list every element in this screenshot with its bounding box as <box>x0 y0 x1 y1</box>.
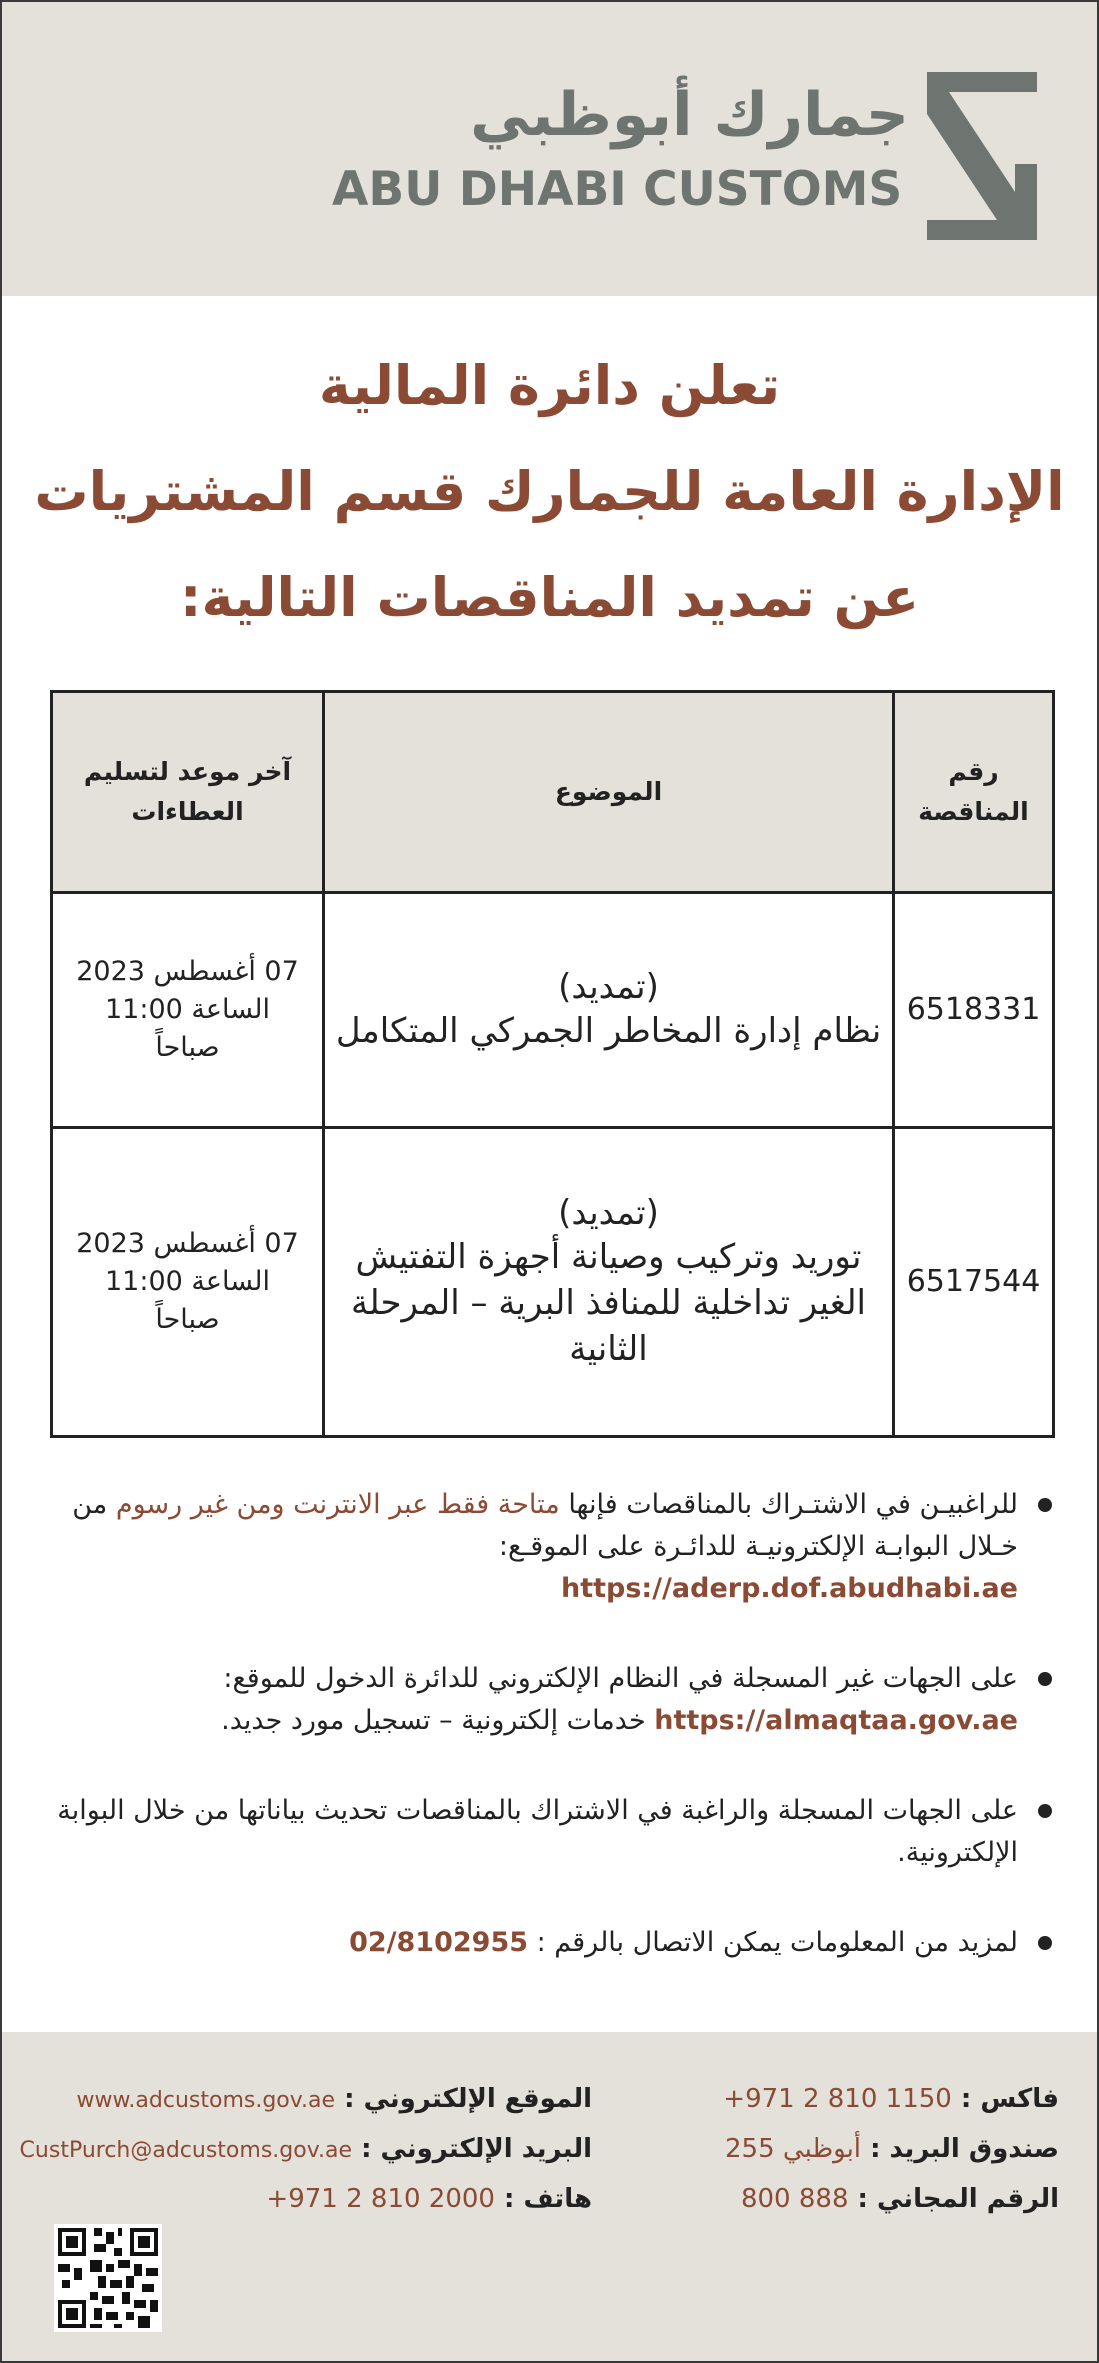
extension-label: (تمديد) <box>558 1193 659 1233</box>
note-text: للراغبيـن في الاشتـراك بالمناقصات فإنها <box>559 1489 1018 1520</box>
note-update-data <box>50 1790 1052 1874</box>
logo-english-text: ABU DHABI CUSTOMS <box>332 162 903 217</box>
registration-link[interactable]: https://almaqtaa.gov.ae <box>654 1705 1018 1736</box>
website-row <box>76 2084 592 2114</box>
tender-number: 6518331 <box>906 992 1041 1027</box>
email-label: البريد الإلكتروني : <box>352 2134 592 2164</box>
note-text: خدمات إلكترونية – تسجيل مورد جديد. <box>221 1705 655 1736</box>
announcement-line-3: عن تمديد المناقصات التالية: <box>179 566 920 629</box>
tollfree-value: 800 888 <box>740 2184 849 2214</box>
note-contact <box>50 1922 1052 1964</box>
fax-value: +971 2 810 1150 <box>723 2084 952 2114</box>
note-text: من خـلال البوابـة الإلكترونيـة للدائـرة على الموقـع: <box>72 1489 1018 1562</box>
deadline-date: 07 أغسطس 2023 <box>76 1228 299 1259</box>
notes-list <box>50 1484 1052 2012</box>
tender-number-cell <box>894 1128 1054 1437</box>
subject-text: نظام إدارة المخاطر الجمركي المتكامل <box>335 1011 882 1051</box>
header-tender-no: رقم المناقصة <box>894 692 1054 893</box>
table-header-row <box>52 692 1054 893</box>
bullet-icon <box>1038 1672 1052 1686</box>
note-online-participation <box>50 1484 1052 1610</box>
email-link[interactable]: CustPurch@adcustoms.gov.ae <box>19 2138 353 2163</box>
website-link[interactable]: www.adcustoms.gov.ae <box>76 2088 336 2113</box>
deadline-cell <box>52 1128 324 1437</box>
note-text: على الجهات المسجلة والراغبة في الاشتراك بالمناقصات تحديث بياناتها من خلال البوابة الإلكترونية. <box>57 1795 1018 1868</box>
deadline-period: صباحاً <box>155 1304 220 1335</box>
website-label: الموقع الإلكتروني : <box>335 2084 592 2114</box>
fax-label: فاكس : <box>951 2084 1059 2114</box>
phone-row <box>266 2184 592 2214</box>
tollfree-label: الرقم المجاني : <box>848 2184 1059 2214</box>
table-row <box>52 1128 1054 1437</box>
note-registration <box>50 1658 1052 1742</box>
email-row <box>20 2134 592 2164</box>
phone-value: +971 2 810 2000 <box>266 2184 495 2214</box>
fax-row <box>723 2084 1059 2114</box>
table-row <box>52 893 1054 1128</box>
announcement-line-2: الإدارة العامة للجمارك قسم المشتريات <box>34 460 1065 523</box>
deadline-time: الساعة 11:00 <box>104 994 271 1025</box>
pobox-label: صندوق البريد : <box>861 2134 1059 2164</box>
deadline-time: الساعة 11:00 <box>104 1266 271 1297</box>
subject-cell <box>324 893 894 1128</box>
qr-code-icon <box>54 2224 162 2332</box>
pobox-row <box>725 2134 1059 2164</box>
pobox-value: أبوظبي 255 <box>725 2134 862 2164</box>
header-band <box>2 2 1097 296</box>
note-text: لمزيد من المعلومات يمكن الاتصال بالرقم : <box>528 1927 1018 1958</box>
phone-label: هاتف : <box>494 2184 592 2214</box>
deadline-cell <box>52 893 324 1128</box>
tenders-table <box>50 690 1055 1438</box>
header-deadline: آخر موعد لتسليم العطاءات <box>52 692 324 893</box>
bullet-icon <box>1038 1804 1052 1818</box>
portal-link[interactable]: https://aderp.dof.abudhabi.ae <box>560 1573 1018 1604</box>
deadline-date: 07 أغسطس 2023 <box>76 956 299 987</box>
extension-label: (تمديد) <box>558 967 659 1007</box>
note-text: على الجهات غير المسجلة في النظام الإلكتروني للدائرة الدخول للموقع: <box>223 1663 1018 1694</box>
deadline-period: صباحاً <box>155 1032 220 1063</box>
header-subject: الموضوع <box>324 692 894 893</box>
customs-logo-icon <box>927 72 1037 240</box>
contact-number: 02/8102955 <box>349 1927 529 1958</box>
announcement-line-1: تعلن دائرة المالية <box>318 354 781 417</box>
logo-arabic-text: جمارك أبوظبي <box>470 80 909 150</box>
bullet-icon <box>1038 1498 1052 1512</box>
subject-cell <box>324 1128 894 1437</box>
tender-number-cell <box>894 893 1054 1128</box>
bullet-icon <box>1038 1936 1052 1950</box>
tender-number: 6517544 <box>906 1264 1041 1299</box>
note-highlight: متاحة فقط عبر الانترنت ومن غير رسوم <box>115 1489 560 1520</box>
footer-band <box>2 2032 1097 2361</box>
subject-text: توريد وتركيب وصيانة أجهزة التفتيش الغير تداخلية للمنافذ البرية – المرحلة الثانية <box>350 1237 866 1369</box>
tollfree-row <box>741 2184 1059 2214</box>
